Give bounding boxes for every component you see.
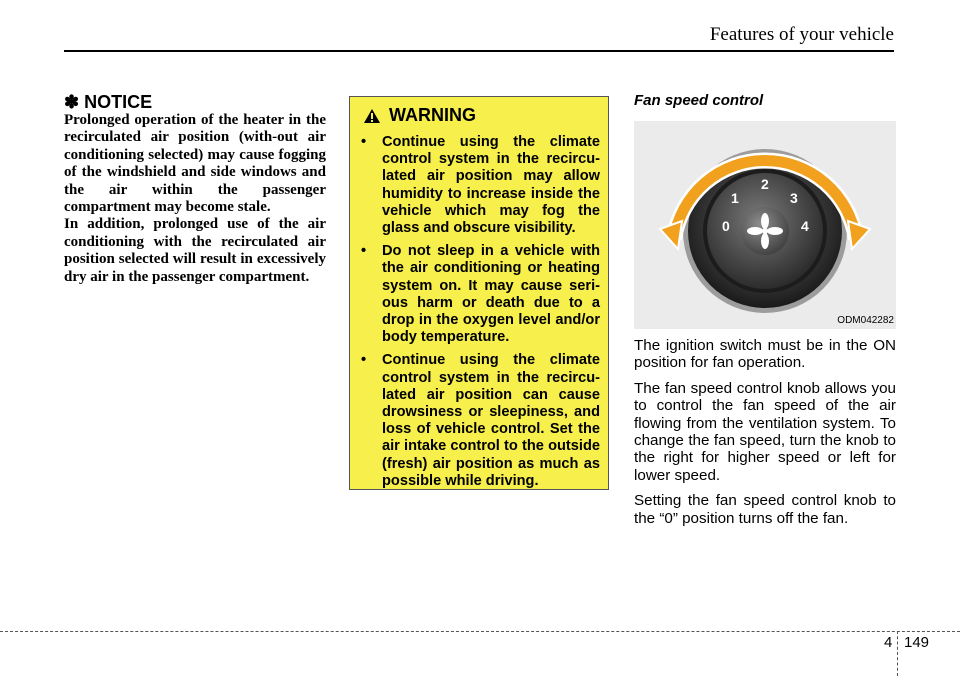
bullet-icon: • [361,243,367,260]
knob-label-4: 4 [801,218,809,234]
footer-divider [897,631,898,676]
fan-speed-section [634,92,896,527]
body-paragraph-1: The ignition switch must be in the ON position for fan operation. [634,337,896,372]
bullet-icon: • [361,134,367,150]
notice-paragraph-1: Prolonged operation of the heater in the recirculated air position (with-out air conditioning selected) may cause fogging of the windshield and side windows and the air within the passenger compartment may become stale. [64,112,326,216]
warning-triangle-icon [363,108,381,124]
notice-title: ✽ NOTICE [64,92,153,112]
footer-rule [0,631,960,632]
body-paragraph-3: Setting the fan speed control knob to the “0” position turns off the fan. [634,492,896,527]
warning-header [363,105,600,126]
notice-paragraph-2: In addition, prolonged use of the air conditioning with the recirculated air position selected will result in excessively dry air in the passenger compartment. [64,216,326,285]
knob-label-1: 1 [731,190,739,206]
warning-item-text: Continue using the climate control system in the recircu-lated air position can cause drowsiness or sleepiness, and loss of vehicle control. Set the air intake control to the outside (fresh) air position as much as possible while driving. [382,352,600,489]
warning-item-text: Continue using the climate control system in the recircu-lated air position may allow humidity to increase inside the vehicle which may fog the glass and obscure visibility. [382,134,600,237]
page-number: 149 [904,634,930,651]
warning-box [349,96,609,490]
warning-list [362,134,600,490]
fan-knob-illustration [634,121,896,329]
warning-item [362,243,600,346]
arrow-head-left [660,221,682,249]
chapter-number: 4 [884,634,893,651]
header-rule [64,50,894,52]
knob-label-2: 2 [761,176,769,192]
header-title: Features of your vehicle [709,24,894,45]
arrow-head-right [848,221,870,249]
knob-label-0: 0 [722,218,730,234]
fan-knob-figure [634,121,896,329]
bullet-icon: • [361,352,367,369]
body-paragraph-2: The fan speed control knob allows you to control the fan speed of the air flowing from the ventilation system. To change the fan speed, turn the knob to the right for higher speed or left for lower speed. [634,379,896,484]
warning-item [362,134,600,237]
warning-title: WARNING [389,105,476,125]
warning-item-text: Do not sleep in a vehicle with the air conditioning or heating system on. It may cause seri-ous harm or death due to a drop in the oxygen level and/or body temperature. [382,243,600,346]
knob-label-3: 3 [790,190,798,206]
figure-caption: ODM042282 [837,315,894,326]
section-title: Fan speed control [634,92,764,109]
warning-item [362,352,600,490]
notice-section [64,92,326,286]
